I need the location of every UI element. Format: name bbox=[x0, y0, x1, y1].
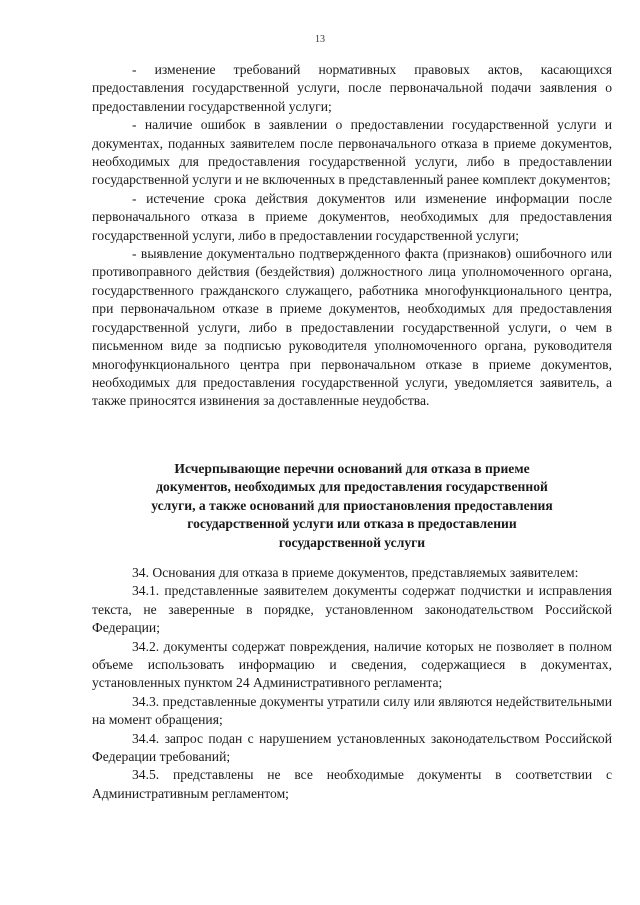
paragraph-item-34-1: 34.1. представленные заявителем документы содержат подчистки и исправления текста, не заверенные в порядке, установленном законодательством Российской Федерации; bbox=[92, 583, 612, 636]
paragraph-item-34-5: 34.5. представлены не все необходимые документы в соответствии с Административным регламентом; bbox=[92, 767, 612, 801]
section-heading-line: государственной услуги или отказа в предоставлении bbox=[187, 516, 517, 532]
section-heading bbox=[92, 460, 612, 552]
section-text-block bbox=[92, 564, 612, 803]
paragraph-item-34-2: 34.2. документы содержат повреждения, наличие которых не позволяет в полном объеме использовать информацию и сведения, содержащиеся в документах, установленных пунктом 24 Административного регламента; bbox=[92, 638, 612, 691]
section-heading-line: услуги, а также оснований для приостановления предоставления bbox=[151, 497, 553, 513]
page-number: 13 bbox=[315, 34, 325, 45]
paragraph-item-34-3: 34.3. представленные документы утратили силу или являются недействительными на момент обращения; bbox=[92, 693, 612, 728]
paragraph-document-expiry: - истечение срока действия документов или изменение информации после первоначального отказа в приеме документов, необходимых для предоставления государственной услуги, либо в предоставлении государственной услуги; bbox=[92, 190, 612, 243]
paragraph-application-errors: - наличие ошибок в заявлении о предоставлении государственной услуги и документах, поданных заявителем после первоначального отказа в приеме документов, необходимых для предоставления государственной услуги, либо в предоставлении государственной услуги и не включенных в представленный ранее комплект документов; bbox=[92, 117, 612, 188]
paragraph-item-34: 34. Основания для отказа в приеме документов, представляемых заявителем: bbox=[132, 565, 579, 580]
paragraph-item-34-4: 34.4. запрос подан с нарушением установленных законодательством Российской Федерации требований; bbox=[92, 730, 612, 765]
section-heading-line: Исчерпывающие перечни оснований для отказа в приеме bbox=[174, 461, 530, 476]
paragraph-requirements-change: - изменение требований нормативных правовых актов, касающихся предоставления государственной услуги, после первоначальной подачи заявления о предоставлении государственной услуги; bbox=[92, 62, 612, 114]
paragraph-erroneous-action: - выявление документально подтвержденного факта (признаков) ошибочного или противоправного действия (бездействия) должностного лица уполномоченного органа, государственного гражданского служащего, работника многофункционального центра, при первоначальном отказе в приеме документов, необходимых для предоставления государственной услуги, либо в предоставлении государственной услуги, о чем в письменном виде за подписью руководителя уполномоченного органа, руководителя многофункционального центра при первоначальном отказе в приеме документов, необходимых для предоставления государственной услуги, уведомляется заявитель, а также приносятся извинения за доставленные неудобства. bbox=[92, 246, 612, 409]
section-heading-line: государственной услуги bbox=[278, 534, 426, 550]
intro-text-block bbox=[92, 61, 612, 411]
section-heading-line: документов, необходимых для предоставления государственной bbox=[156, 479, 548, 495]
